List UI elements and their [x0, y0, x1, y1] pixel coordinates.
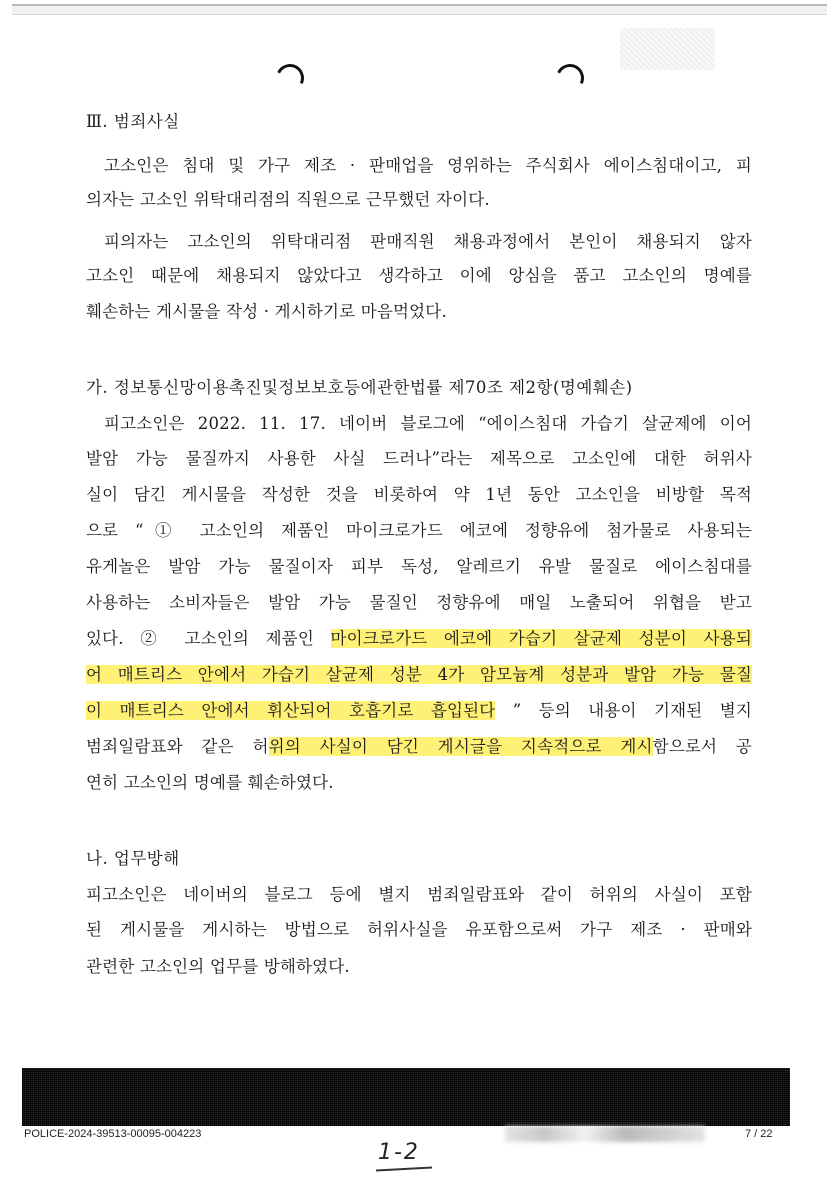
body-line: 발암 가능 물질까지 사용한 사실 드러나”라는 제목으로 고소인에 대한 허위사	[86, 449, 752, 468]
body-text: 범죄일람표와 같은 허	[86, 737, 269, 756]
section-na-heading: 나. 업무방해	[86, 849, 180, 868]
body-line: 관련한 고소인의 업무를 방해하였다.	[86, 957, 350, 976]
body-line-highlighted	[86, 625, 752, 649]
body-text: 있다. ② 고소인의 제품인	[86, 629, 331, 648]
body-text: 함으로서 공	[652, 737, 752, 756]
body-line-highlighted	[86, 733, 752, 757]
punch-hole-right	[552, 60, 588, 96]
body-line: 피고소인은 네이버의 블로그 등에 별지 범죄일람표와 같이 허위의 사실이 포함	[86, 885, 752, 904]
body-line: 실이 담긴 게시물을 작성한 것을 비롯하여 약 1년 동안 고소인을 비방할 목적	[86, 485, 752, 504]
intro-line: 피의자는 고소인의 위탁대리점 판매직원 채용과정에서 본인이 채용되지 않자	[104, 232, 752, 251]
blurred-timestamp	[505, 1126, 705, 1142]
redacted-footer-band	[22, 1068, 790, 1126]
handwritten-page-number: 1-2	[378, 1140, 420, 1165]
body-line: 으로 “① 고소인의 제품인 마이크로가드 에코에 정향유에 첨가물로 사용되는	[86, 521, 752, 540]
body-text: ” 등의 내용이 기재된 별지	[495, 701, 752, 720]
highlighted-text: 이 매트리스 안에서 휘산되어 호흡기로 흡입된다	[86, 701, 496, 720]
body-line-highlighted	[86, 661, 752, 685]
intro-line: 고소인은 침대 및 가구 제조 · 판매업을 영위하는 주식회사 에이스침대이고, 피	[104, 156, 752, 175]
body-line-highlighted	[86, 697, 752, 721]
intro-line: 훼손하는 게시물을 작성 · 게시하기로 마음먹었다.	[86, 302, 447, 321]
page-indicator: 7 / 22	[745, 1128, 773, 1140]
body-line: 피고소인은 2022. 11. 17. 네이버 블로그에 “에이스침대 가습기 살균제에 이어	[104, 414, 752, 433]
handwritten-underline	[376, 1167, 432, 1172]
scan-top-border	[12, 4, 827, 15]
punch-hole-left	[272, 60, 308, 96]
document-id: POLICE-2024-39513-00095-004223	[24, 1128, 202, 1140]
body-line: 연히 고소인의 명예를 훼손하였다.	[86, 773, 334, 792]
intro-line: 고소인 때문에 채용되지 않았다고 생각하고 이에 앙심을 품고 고소인의 명예를	[86, 266, 752, 285]
body-line: 사용하는 소비자들은 발암 가능 물질인 정향유에 매일 노출되어 위협을 받고	[86, 593, 752, 612]
intro-line: 의자는 고소인 위탁대리점의 직원으로 근무했던 자이다.	[86, 190, 490, 209]
body-line: 된 게시물을 게시하는 방법으로 허위사실을 유포함으로써 가구 제조 · 판매와	[86, 920, 752, 939]
highlighted-text: 마이크로가드 에코에 가습기 살균제 성분이 사용되	[330, 629, 752, 648]
scan-smudge	[620, 28, 715, 70]
section-heading: Ⅲ. 범죄사실	[86, 112, 180, 131]
highlighted-text: 어 매트리스 안에서 가습기 살균제 성분 4가 암모늄계 성분과 발암 가능 물질	[86, 665, 752, 684]
body-line: 유게놀은 발암 가능 물질이자 피부 독성, 알레르기 유발 물질로 에이스침대를	[86, 557, 752, 576]
highlighted-text: 위의 사실이 담긴 게시글을 지속적으로 게시	[268, 737, 653, 756]
section-ga-heading: 가. 정보통신망이용촉진및정보보호등에관한법률 제70조 제2항(명예훼손)	[86, 378, 633, 397]
